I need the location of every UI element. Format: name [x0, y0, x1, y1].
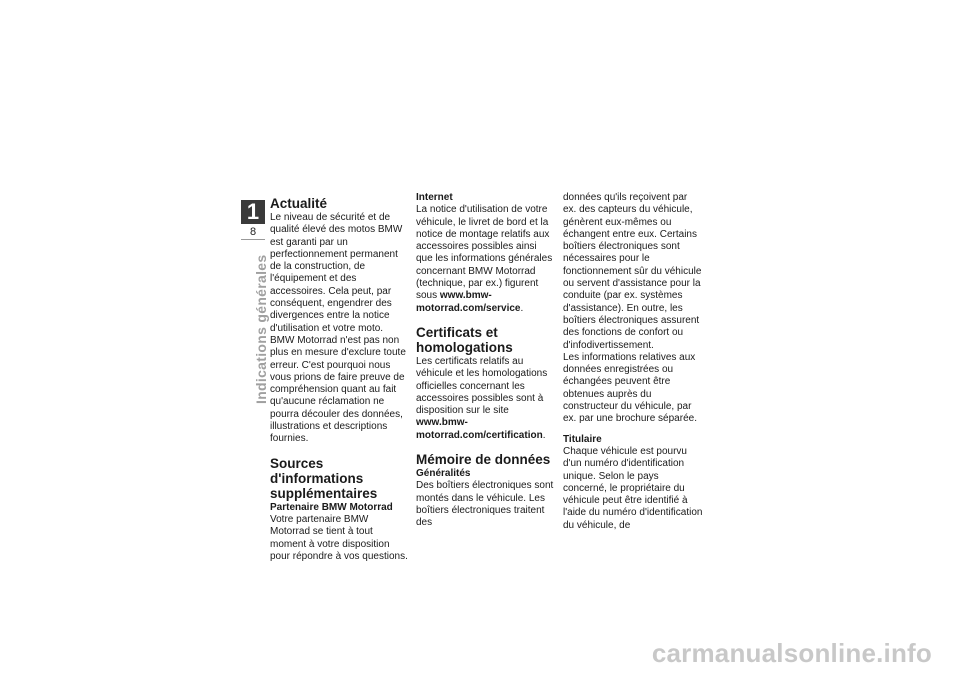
paragraph-generalites: Des boîtiers électroniques sont montés dans le véhicule. Les boîtiers électroniques traitent des [416, 480, 554, 529]
heading-titulaire: Titulaire [563, 433, 602, 445]
paragraph-actualite: Le niveau de sécurité et de qualité élevé des motos BMW est garanti par un perfectionnement permanent de la construction, de l'équipement et des accessoires. Cela peut, par conséquent, engendrer des divergences entre la notice d'utilisation et votre moto. BMW Motorrad n'est pas non plus en mesure d'exclure toute erreur. C'est pourquoi nous vous prions de faire preuve de compréhension quant au fait qu'aucune réclamation ne pourra découler des données, illustrations et descriptions fournies. [270, 212, 406, 445]
paragraph-partenaire: Votre partenaire BMW Motorrad se tient à tout moment à votre disposition pour répondre à vos questions. [270, 513, 408, 562]
heading-internet: Internet [416, 192, 453, 203]
chapter-side-label: Indications générales [253, 254, 269, 404]
page-number-divider [241, 239, 265, 240]
heading-actualite: Actualité [270, 196, 328, 211]
paragraph-certificats-text: Les certificats relatifs au véhicule et les homologations officielles concernant les accessoires possibles sont à disposition sur le site [416, 355, 548, 417]
heading-generalites: Généralités [416, 468, 471, 480]
link-service[interactable]: www.bmw-motorrad.com/service [416, 290, 521, 314]
paragraph-certificats: Les certificats relatifs au véhicule et les homologations officielles concernant les accessoires possibles sont à disposition sur le site www.bmw-motorrad.com/certification. [416, 355, 548, 441]
text-column-3 [563, 192, 703, 532]
watermark-text: carmanualsonline.info [651, 638, 932, 668]
chapter-number-badge: 1 [241, 200, 265, 224]
link-certification[interactable]: www.bmw-motorrad.com/certification [416, 417, 543, 441]
paragraph-donnees: données qu'ils reçoivent par ex. des capteurs du véhicule, génèrent eux-mêmes ou échangent entre eux. Certains boîtiers électroniques sont nécessaires pour le fonctionnement sûr du véhicule ou servent d'assistance pour la conduite (par ex. systèmes d'assistance). En outre, les boîtiers électroniques assurent des fonctions de confort ou d'infodivertissement. [563, 192, 702, 351]
paragraph-internet-text: La notice d'utilisation de votre véhicule, le livret de bord et la notice de montage relatifs aux accessoires possibles ainsi que les informations générales concernant BMW Motorrad (technique, par ex.) figurent sous [416, 204, 553, 302]
paragraph-infos: Les informations relatives aux données enregistrées ou échangées peuvent être obtenues auprès du constructeur du véhicule, par ex. par une brochure séparée. [563, 351, 697, 425]
text-column-2 [416, 192, 556, 530]
paragraph-internet: La notice d'utilisation de votre véhicule, le livret de bord et la notice de montage relatifs aux accessoires possibles ainsi que les informations générales concernant BMW Motorrad (technique, par ex.) figurent sous www.bmw-motorrad.com/service. [416, 204, 553, 314]
text-column-1 [270, 196, 410, 563]
paragraph-titulaire: Chaque véhicule est pourvu d'un numéro d'identification unique. Selon le pays concerné, le propriétaire du véhicule peut être identifié à l'aide du numéro d'identification du véhicule, de [563, 445, 703, 531]
heading-partenaire: Partenaire BMW Motorrad [270, 501, 393, 513]
heading-sources: Sources d'informations supplémentaires [270, 455, 378, 501]
heading-memoire: Mémoire de données [416, 452, 551, 468]
page-number: 8 [249, 226, 257, 238]
heading-certificats: Certificats et homologations [416, 324, 513, 355]
